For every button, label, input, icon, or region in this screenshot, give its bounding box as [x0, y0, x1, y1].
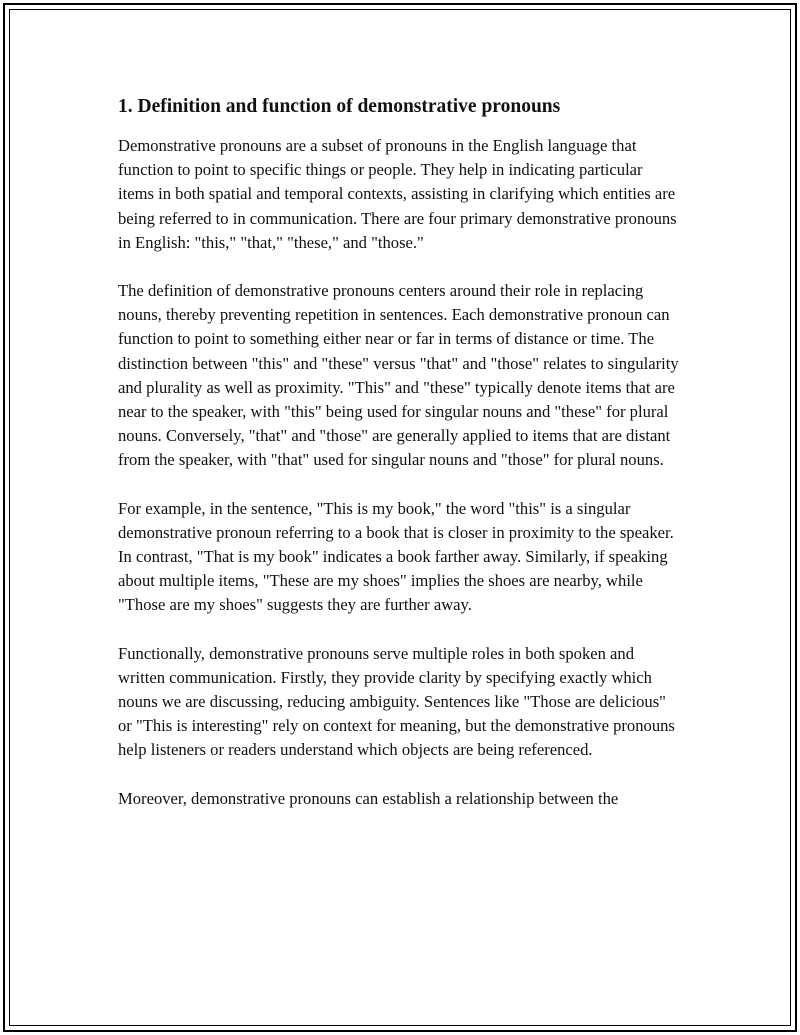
paragraph-3: For example, in the sentence, "This is my book," the word "this" is a singular demonstrative pronoun referring to a book that is closer in proximity to the speaker. In contrast, "That is my book" indicates a book farther away. Similarly, if speaking about multiple items, "These are my shoes" implies the shoes are nearby, while "Those are my shoes" suggests they are further away. — [118, 498, 674, 615]
document-body — [118, 94, 682, 934]
paragraph-4: Functionally, demonstrative pronouns serve multiple roles in both spoken and written communication. Firstly, they provide clarity by specifying exactly which nouns we are discussing, reducing ambiguity. Sentences like "Those are delicious" or "This is interesting" rely on context for meaning, but the demonstrative pronouns help listeners or readers understand which objects are being referenced. — [118, 643, 675, 760]
paragraph-2: The definition of demonstrative pronouns centers around their role in replacing nouns, thereby preventing repetition in sentences. Each demonstrative pronoun can function to point to something either near or far in terms of distance or time. The distinction between "this" and "these" versus "that" and "those" relates to singularity and plurality as well as proximity. "This" and "these" typically denote items that are near to the speaker, with "this" being used for singular nouns and "these" for plural nouns. Conversely, "that" and "those" are generally applied to items that are distant from the speaker, with "that" used for singular nouns and "those" for plural nouns. — [118, 281, 679, 470]
paragraph-1: Demonstrative pronouns are a subset of pronouns in the English language that function to point to specific things or people. They help in indicating particular items in both spatial and temporal contexts, assisting in clarifying which entities are being referred to in communication. There are four primary demonstrative pronouns in English: "this," "that," "these," and "those." — [118, 136, 677, 252]
section-heading: 1. Definition and function of demonstrative pronouns — [118, 96, 561, 117]
paragraph-5: Moreover, demonstrative pronouns can establish a relationship between the — [118, 788, 619, 808]
